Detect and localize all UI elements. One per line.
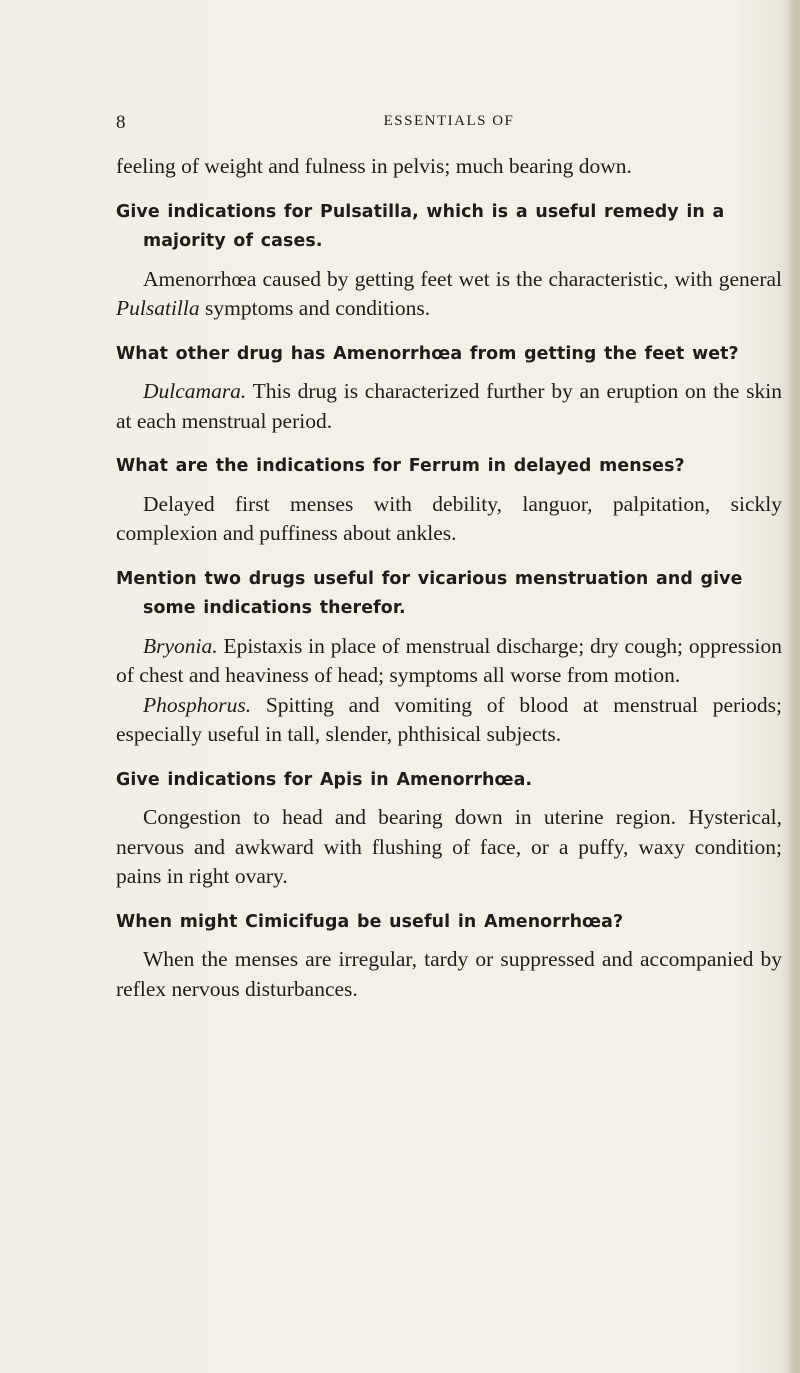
answer-cimicifuga: When the menses are irregular, tardy or suppressed and accompanied by reflex nervous disturbances. — [116, 947, 782, 1001]
running-head: ESSENTIALS OF — [383, 113, 515, 129]
drug-name-pulsatilla: Pulsatilla — [116, 296, 200, 320]
page-body — [116, 152, 782, 1004]
answer-ferrum: Delayed first menses with debility, languor, palpitation, sickly complexion and puffiness about ankles. — [116, 491, 782, 545]
question-vicarious-menstruation: Mention two drugs useful for vicarious menstruation and give some indications therefor. — [116, 568, 743, 618]
drug-name-dulcamara: Dulcamara. — [143, 379, 247, 403]
answer-apis: Congestion to head and bearing down in uterine region. Hysterical, nervous and awkward with flushing of face, or a puffy, waxy condition; pains in right ovary. — [116, 805, 782, 888]
question-cimicifuga: When might Cimicifuga be useful in Amenorrhœa? — [116, 911, 624, 932]
question-pulsatilla: Give indications for Pulsatilla, which is a useful remedy in a majority of cases. — [116, 201, 725, 251]
page-number: 8 — [116, 112, 126, 133]
continued-paragraph: feeling of weight and fulness in pelvis; much bearing down. — [116, 154, 632, 178]
answer-bryonia: Bryonia. Epistaxis in place of menstrual discharge; dry cough; oppression of chest and heaviness of head; symptoms all worse from motion. — [116, 633, 782, 687]
question-apis: Give indications for Apis in Amenorrhœa. — [116, 769, 533, 790]
page-header — [116, 112, 782, 142]
question-wet-feet: What other drug has Amenorrhœa from getting the feet wet? — [116, 343, 739, 364]
page-edge-shadow — [786, 0, 800, 1373]
answer-phosphorus: Phosphorus. Spitting and vomiting of blood at menstrual periods; especially useful in tall, slender, phthisical subjects. — [116, 692, 782, 746]
answer-pulsatilla: Amenorrhœa caused by getting feet wet is the characteristic, with general Pulsatilla symptoms and conditions. — [116, 266, 782, 320]
drug-name-bryonia: Bryonia. — [143, 633, 218, 658]
drug-name-phosphorus: Phosphorus. — [143, 692, 252, 717]
answer-dulcamara: Dulcamara. This drug is characterized further by an eruption on the skin at each menstrual period. — [116, 379, 782, 433]
question-ferrum: What are the indications for Ferrum in delayed menses? — [116, 456, 685, 476]
